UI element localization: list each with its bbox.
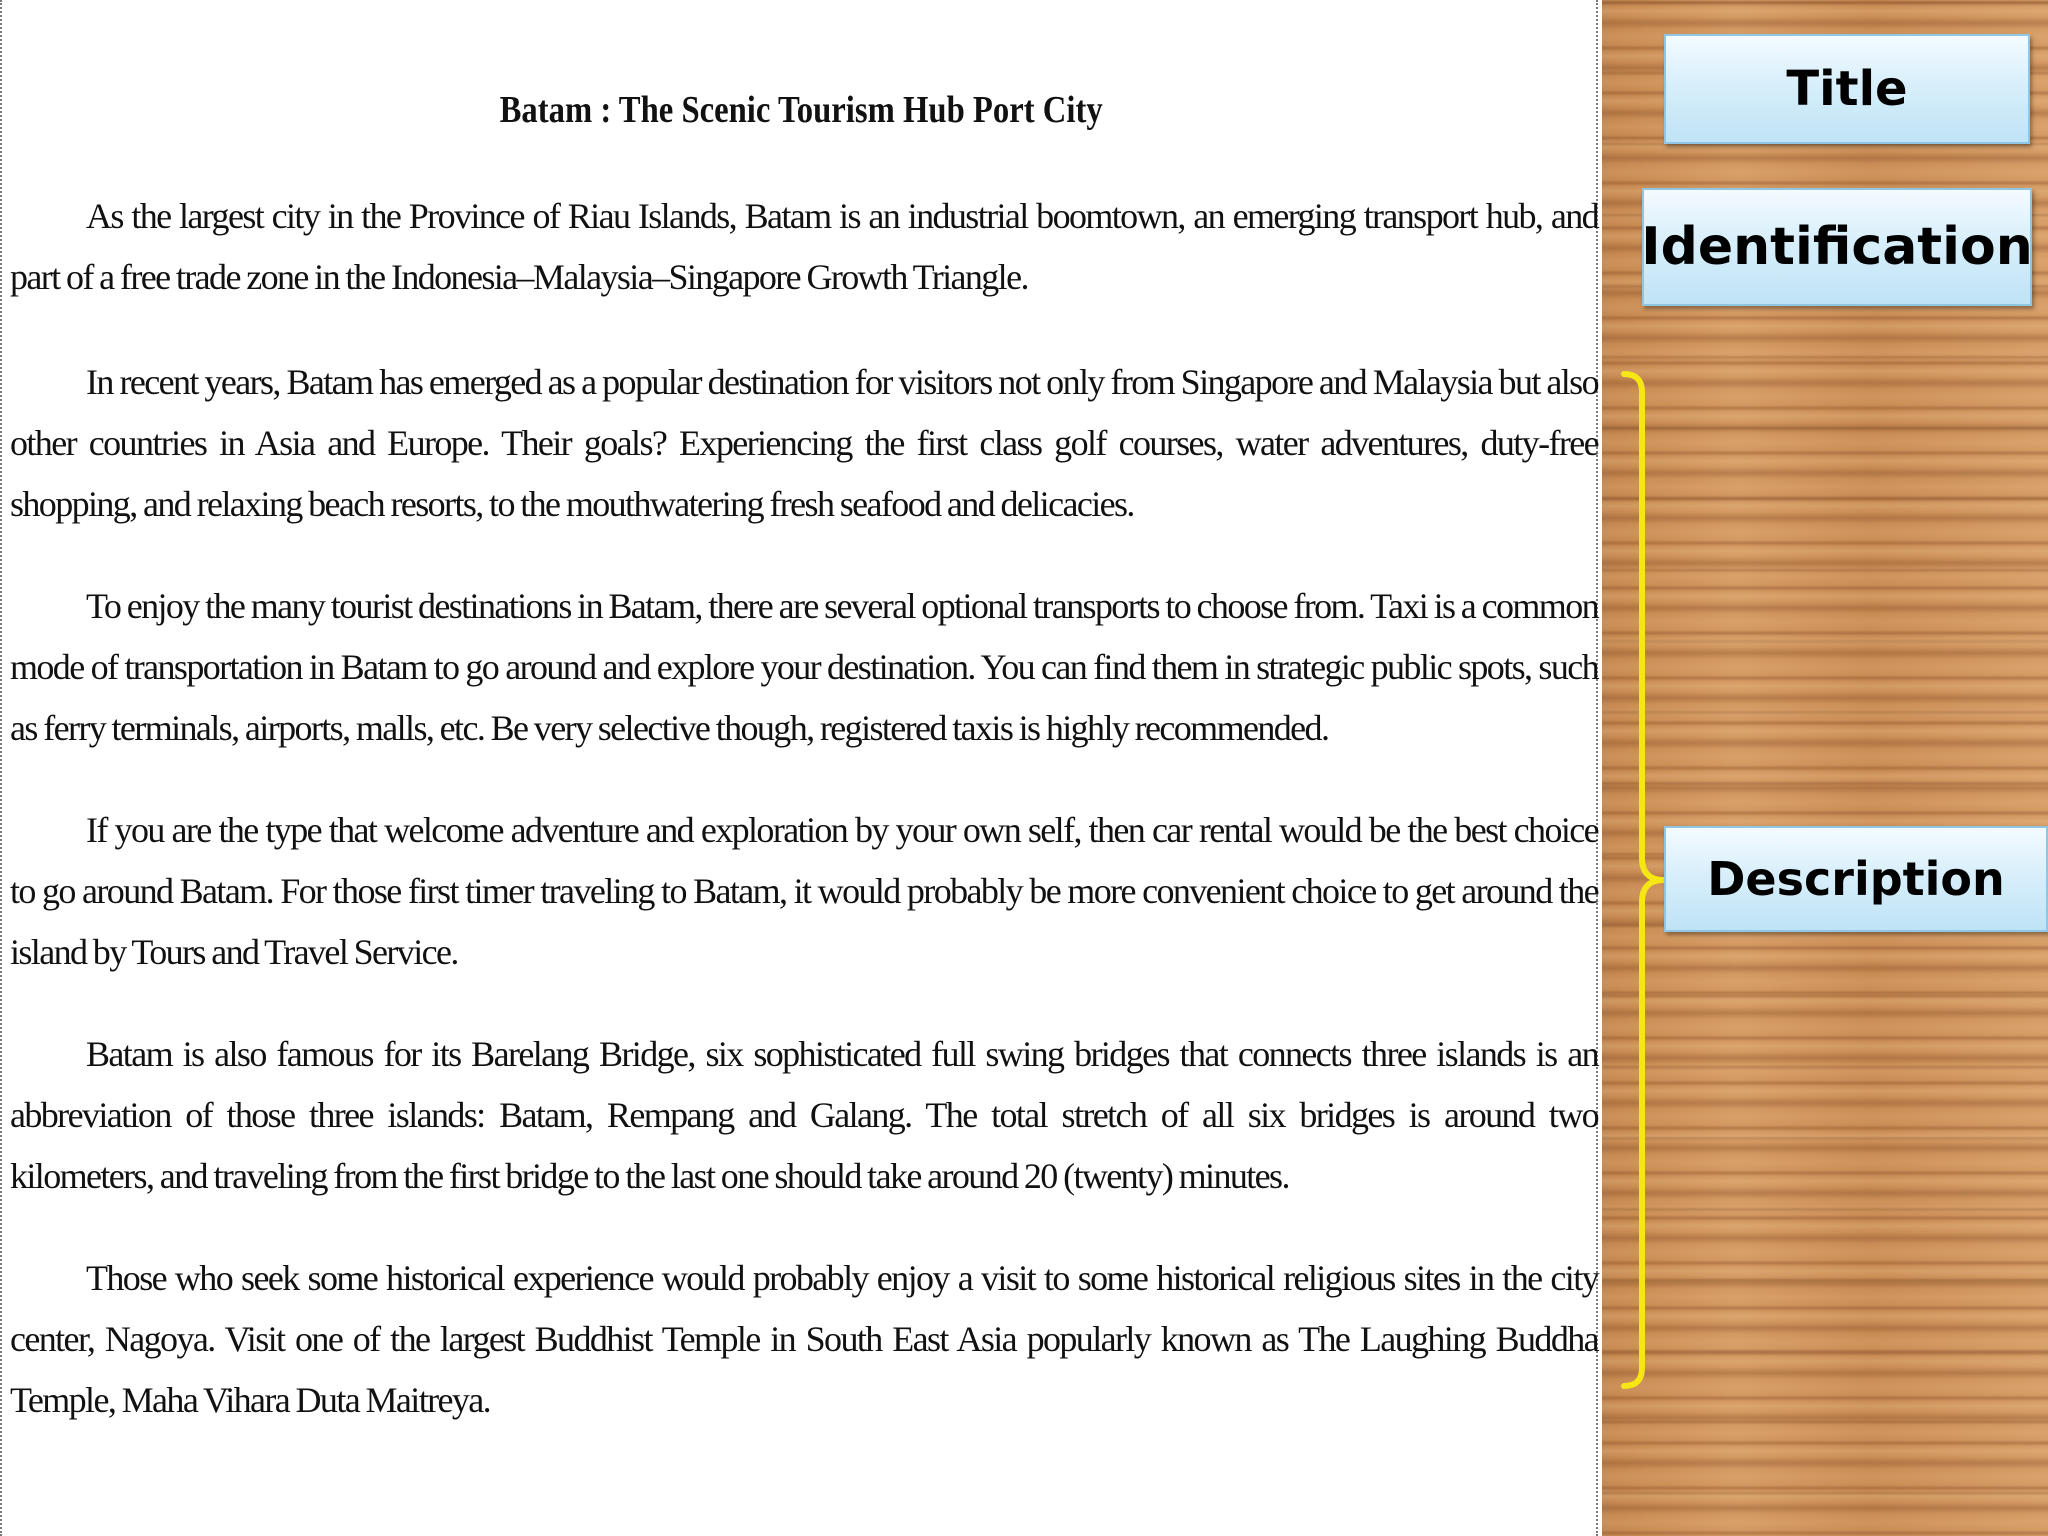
title-label-text: Title: [1786, 61, 1908, 117]
description-label: [1664, 826, 2048, 932]
document-title: Batam : The Scenic Tourism Hub Port City: [499, 89, 1103, 131]
paragraph-description-4: Batam is also famous for its Barelang Bridge, six sophisticated full swing bridges that connects three islands is an abbreviation of those three islands: Batam, Rempang and Galang. The total stretch of all six bridges is around two kilometers, and traveling from the first bridge to the last one should take around 20 (twenty) minutes.: [10, 1034, 1598, 1196]
paragraph-identification: As the largest city in the Province of Riau Islands, Batam is an industrial boomtown, an emerging transport hub, and part of a free trade zone in the Indonesia–Malaysia–Singapore Growth Triangle.: [10, 196, 1598, 297]
identification-label-text: Identification: [1641, 217, 2033, 277]
paragraph-description-5: Those who seek some historical experience would probably enjoy a visit to some historical religious sites in the city center, Nagoya. Visit one of the largest Buddhist Temple in South East Asia popularly known as The Laughing Buddha Temple, Maha Vihara Duta Maitreya.: [10, 1258, 1598, 1420]
paragraph-description-1: In recent years, Batam has emerged as a popular destination for visitors not only from Singapore and Malaysia but also other countries in Asia and Europe. Their goals? Experiencing the first class golf courses, water adventures, duty-free shopping, and relaxing beach resorts, to the mouthwatering fresh seafood and delicacies.: [10, 362, 1598, 524]
paragraph-description-3: If you are the type that welcome adventure and exploration by your own self, then car rental would be the best choice to go around Batam. For those first timer traveling to Batam, it would probably be more convenient choice to get around the island by Tours and Travel Service.: [10, 810, 1598, 972]
identification-label: [1642, 188, 2032, 306]
title-label: [1664, 34, 2030, 144]
description-label-text: Description: [1707, 852, 2005, 906]
paragraph-description-2: To enjoy the many tourist destinations in Batam, there are several optional transports to choose from. Taxi is a common mode of transportation in Batam to go around and explore your destination. You can find them in strategic public spots, such as ferry terminals, airports, malls, etc. Be very selective though, registered taxis is highly recommended.: [10, 586, 1598, 748]
